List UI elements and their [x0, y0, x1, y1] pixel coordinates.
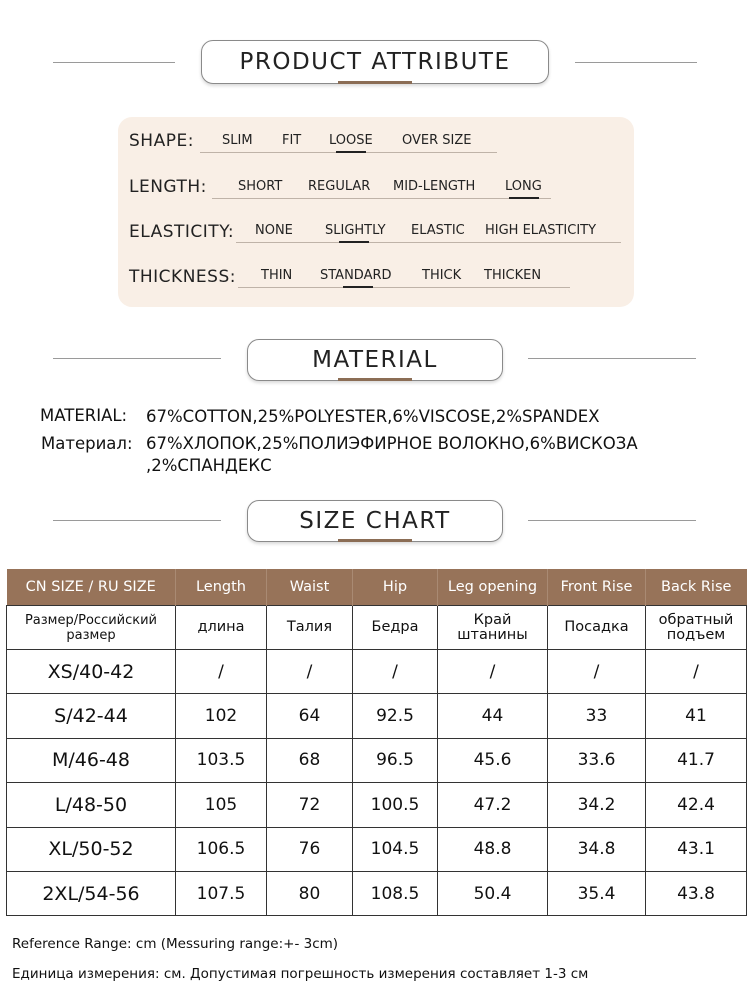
- table-cell: XS/40-42: [7, 650, 176, 694]
- attr-option-selected: STANDARD: [320, 268, 392, 283]
- attr-option: NONE: [255, 223, 293, 238]
- heading-accent-bar: [338, 81, 412, 84]
- table-cell: 96.5: [353, 738, 438, 782]
- table-cell: /: [548, 650, 646, 694]
- table-cell: 102: [176, 694, 267, 738]
- attr-option-selected: LOOSE: [329, 133, 373, 148]
- table-row: [7, 738, 747, 782]
- table-cell: 76: [267, 827, 353, 871]
- column-header: Leg opening: [438, 569, 548, 606]
- size-chart-heading: [247, 500, 503, 542]
- attr-option: REGULAR: [308, 179, 371, 194]
- table-cell: 100.5: [353, 783, 438, 827]
- table-header-row: [7, 569, 747, 606]
- product-attribute-title: PRODUCT ATTRIBUTE: [239, 49, 511, 75]
- size-chart-table: [6, 569, 747, 916]
- material-heading: [247, 339, 503, 381]
- table-row: [7, 783, 747, 827]
- size-chart-title: SIZE CHART: [299, 508, 451, 534]
- header-line-right: [528, 358, 696, 359]
- heading-accent-bar: [338, 378, 412, 381]
- attr-option: THIN: [261, 268, 293, 283]
- table-cell: /: [438, 650, 548, 694]
- column-header: Back Rise: [646, 569, 747, 606]
- attr-option: THICK: [422, 268, 462, 283]
- column-header: Hip: [353, 569, 438, 606]
- selected-marker: [509, 197, 539, 199]
- table-cell: 43.1: [646, 827, 747, 871]
- attr-row-underline: [212, 198, 551, 199]
- table-cell: 41.7: [646, 738, 747, 782]
- selected-marker: [343, 286, 373, 288]
- table-cell: 68: [267, 738, 353, 782]
- table-row: [7, 650, 747, 694]
- table-cell: 104.5: [353, 827, 438, 871]
- table-cell: 2XL/54-56: [7, 871, 176, 915]
- reference-note-en: Reference Range: cm (Messuring range:+- 3cm): [12, 936, 339, 952]
- table-cell: L/48-50: [7, 783, 176, 827]
- column-header: Front Rise: [548, 569, 646, 606]
- table-cell: 47.2: [438, 783, 548, 827]
- attr-option: FIT: [282, 133, 302, 148]
- table-row: [7, 827, 747, 871]
- selected-marker: [339, 241, 369, 243]
- ru-column-header: Посадка: [548, 606, 646, 650]
- ru-column-header: длина: [176, 606, 267, 650]
- attr-option: ELASTIC: [411, 223, 465, 238]
- column-header: Length: [176, 569, 267, 606]
- table-cell: 44: [438, 694, 548, 738]
- table-cell: 33: [548, 694, 646, 738]
- attr-option: SHORT: [238, 179, 283, 194]
- table-ru-header-row: [7, 606, 747, 650]
- table-cell: 43.8: [646, 871, 747, 915]
- table-cell: 48.8: [438, 827, 548, 871]
- attr-option: SLIM: [222, 133, 253, 148]
- attr-label-elasticity: ELASTICITY:: [129, 222, 235, 242]
- table-cell: 34.2: [548, 783, 646, 827]
- attr-label-shape: SHAPE:: [129, 131, 194, 151]
- table-row: [7, 694, 747, 738]
- table-cell: 34.8: [548, 827, 646, 871]
- material-en-value: 67%COTTON,25%POLYESTER,6%VISCOSE,2%SPANDEX: [146, 407, 600, 426]
- attr-option-selected: LONG: [505, 179, 542, 194]
- header-line-right: [528, 520, 696, 521]
- material-ru-value: 67%ХЛОПОК,25%ПОЛИЭФИРНОЕ ВОЛОКНО,6%ВИСКОЗА: [146, 434, 638, 453]
- material-title: MATERIAL: [312, 347, 438, 373]
- table-cell: 41: [646, 694, 747, 738]
- table-cell: 108.5: [353, 871, 438, 915]
- material-ru-value-cont: ,2%СПАНДЕКС: [146, 456, 272, 475]
- attr-row-underline: [236, 242, 621, 243]
- table-cell: 107.5: [176, 871, 267, 915]
- attr-option: THICKEN: [484, 268, 542, 283]
- selected-marker: [336, 151, 366, 153]
- table-cell: /: [353, 650, 438, 694]
- material-ru-label: Материал:: [41, 434, 133, 453]
- table-cell: 80: [267, 871, 353, 915]
- attr-option-selected: SLIGHTLY: [325, 223, 386, 238]
- reference-note-ru: Единица измерения: см. Допустимая погрешность измерения составляет 1-3 см: [12, 966, 589, 982]
- header-line-left: [53, 358, 221, 359]
- attr-option: MID-LENGTH: [393, 179, 476, 194]
- header-line-left: [53, 520, 221, 521]
- table-cell: 33.6: [548, 738, 646, 782]
- table-row: [7, 871, 747, 915]
- ru-column-header: Край штанины: [438, 606, 548, 650]
- table-cell: /: [646, 650, 747, 694]
- table-cell: XL/50-52: [7, 827, 176, 871]
- table-cell: 105: [176, 783, 267, 827]
- attr-option: OVER SIZE: [402, 133, 472, 148]
- ru-column-header: Талия: [267, 606, 353, 650]
- table-cell: 64: [267, 694, 353, 738]
- table-cell: 72: [267, 783, 353, 827]
- column-header: CN SIZE / RU SIZE: [7, 569, 176, 606]
- header-line-right: [575, 62, 697, 63]
- table-cell: 92.5: [353, 694, 438, 738]
- material-en-label: MATERIAL:: [40, 406, 128, 425]
- table-cell: S/42-44: [7, 694, 176, 738]
- ru-column-header: обратный подъем: [646, 606, 747, 650]
- table-cell: /: [176, 650, 267, 694]
- ru-column-header: Бедра: [353, 606, 438, 650]
- table-cell: 45.6: [438, 738, 548, 782]
- header-line-left: [53, 62, 175, 63]
- attr-row-underline: [238, 287, 570, 288]
- attr-label-length: LENGTH:: [129, 177, 207, 197]
- heading-accent-bar: [338, 539, 412, 542]
- column-header: Waist: [267, 569, 353, 606]
- attr-label-thickness: THICKNESS:: [129, 267, 236, 287]
- table-cell: 103.5: [176, 738, 267, 782]
- table-cell: 50.4: [438, 871, 548, 915]
- table-cell: M/46-48: [7, 738, 176, 782]
- product-attribute-heading: [201, 40, 549, 84]
- attr-option: HIGH ELASTICITY: [485, 223, 597, 238]
- table-cell: 42.4: [646, 783, 747, 827]
- table-cell: 106.5: [176, 827, 267, 871]
- table-cell: 35.4: [548, 871, 646, 915]
- table-cell: /: [267, 650, 353, 694]
- ru-column-header: Размер/Российский размер: [7, 606, 176, 650]
